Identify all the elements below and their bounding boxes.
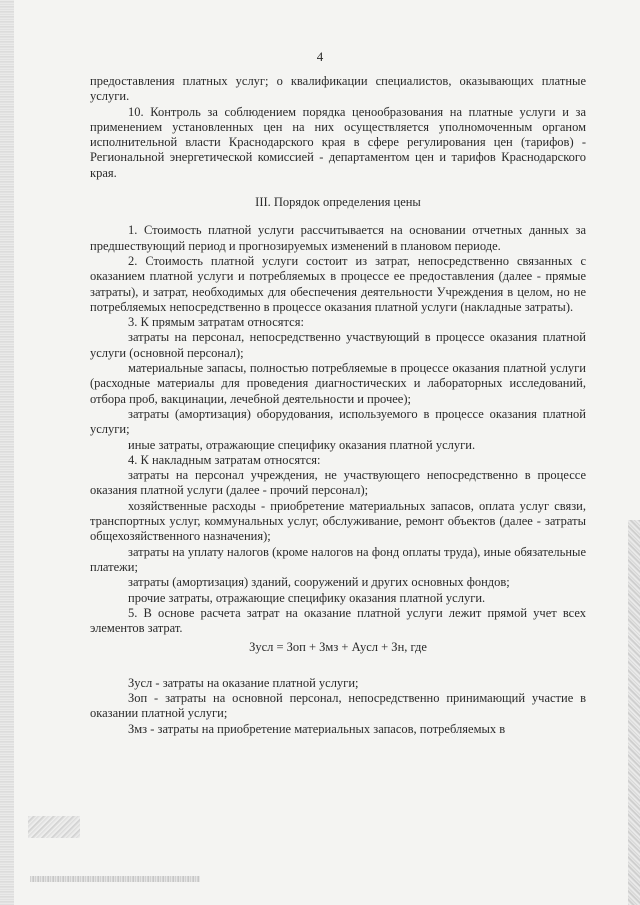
list-item: хозяйственные расходы - приобретение материальных запасов, оплата услуг связи, транспортных услуг, коммунальных услуг, обслуживание, ремонт объектов (далее - затраты общехозяйственного назначения); — [90, 498, 586, 544]
paragraph-item-2: 2. Стоимость платной услуги состоит из затрат, непосредственно связанных с оказанием платной услуги и потребляемых в процессе ее предоставления (далее - прямые затраты), и затрат, необходимых для обеспечения деятельности Учреждения в целом, но не потребляемых непосредственно в процессе оказания платной услуги (накладные затраты). — [90, 253, 586, 314]
paragraph-continuation: предоставления платных услуг; о квалификации специалистов, оказывающих платные услуги. — [90, 74, 586, 104]
document-body — [90, 74, 586, 737]
list-item: затраты на персонал учреждения, не участвующего непосредственно в процессе оказания платной услуги (далее - прочий персонал); — [90, 468, 586, 498]
scan-edge-artifact — [628, 520, 640, 905]
list-item: затраты на персонал, непосредственно участвующий в процессе оказания платной услуги (основной персонал); — [90, 330, 586, 360]
page-number: 4 — [316, 49, 324, 64]
formula-definition: Змз - затраты на приобретение материальных запасов, потребляемых в — [128, 721, 506, 736]
formula-definition: Зоп - затраты на основной персонал, непосредственно принимающий участие в оказании платной услуги; — [90, 690, 586, 721]
list-item: затраты на уплату налогов (кроме налогов на фонд оплаты труда), иные обязательные платежи; — [90, 544, 586, 574]
paragraph-item-10: 10. Контроль за соблюдением порядка ценообразования на платные услуги и за применением установленных цен на них осуществляется уполномоченным органом исполнительной власти Краснодарского края в сфере регулирования цен (тарифов) - Региональной энергетической комиссией - департаментом цен и тарифов Краснодарского края. — [90, 104, 586, 180]
scan-edge-artifact — [0, 0, 14, 905]
paragraph-item-3: 3. К прямым затратам относятся: — [128, 315, 304, 330]
list-item: прочие затраты, отражающие специфику оказания платной услуги. — [128, 590, 486, 605]
scan-smudge-artifact — [28, 816, 80, 838]
list-item: иные затраты, отражающие специфику оказания платной услуги. — [128, 437, 476, 452]
scan-edge-artifact — [30, 876, 200, 882]
list-item: затраты (амортизация) зданий, сооружений и других основных фондов; — [128, 575, 510, 590]
paragraph-item-5: 5. В основе расчета затрат на оказание платной услуги лежит прямой учет всех элементов затрат. — [90, 605, 586, 636]
paragraph-item-1: 1. Стоимость платной услуги рассчитывается на основании отчетных данных за предшествующий период и прогнозируемых изменений в плановом периоде. — [90, 223, 586, 253]
section-heading: III. Порядок определения цены — [255, 195, 421, 210]
cost-formula: Зусл = Зоп + Змз + Аусл + Зн, где — [249, 640, 427, 655]
list-item: материальные запасы, полностью потребляемые в процессе оказания платной услуги (расходные материалы для проведения диагностических и лабораторных исследований, отбора проб, вакцинации, лечебной деятельности и прочее); — [90, 361, 586, 406]
list-item: затраты (амортизация) оборудования, используемого в процессе оказания платной услуги; — [90, 406, 586, 437]
paragraph-item-4: 4. К накладным затратам относятся: — [128, 452, 321, 467]
formula-definition: Зусл - затраты на оказание платной услуги; — [128, 675, 359, 690]
